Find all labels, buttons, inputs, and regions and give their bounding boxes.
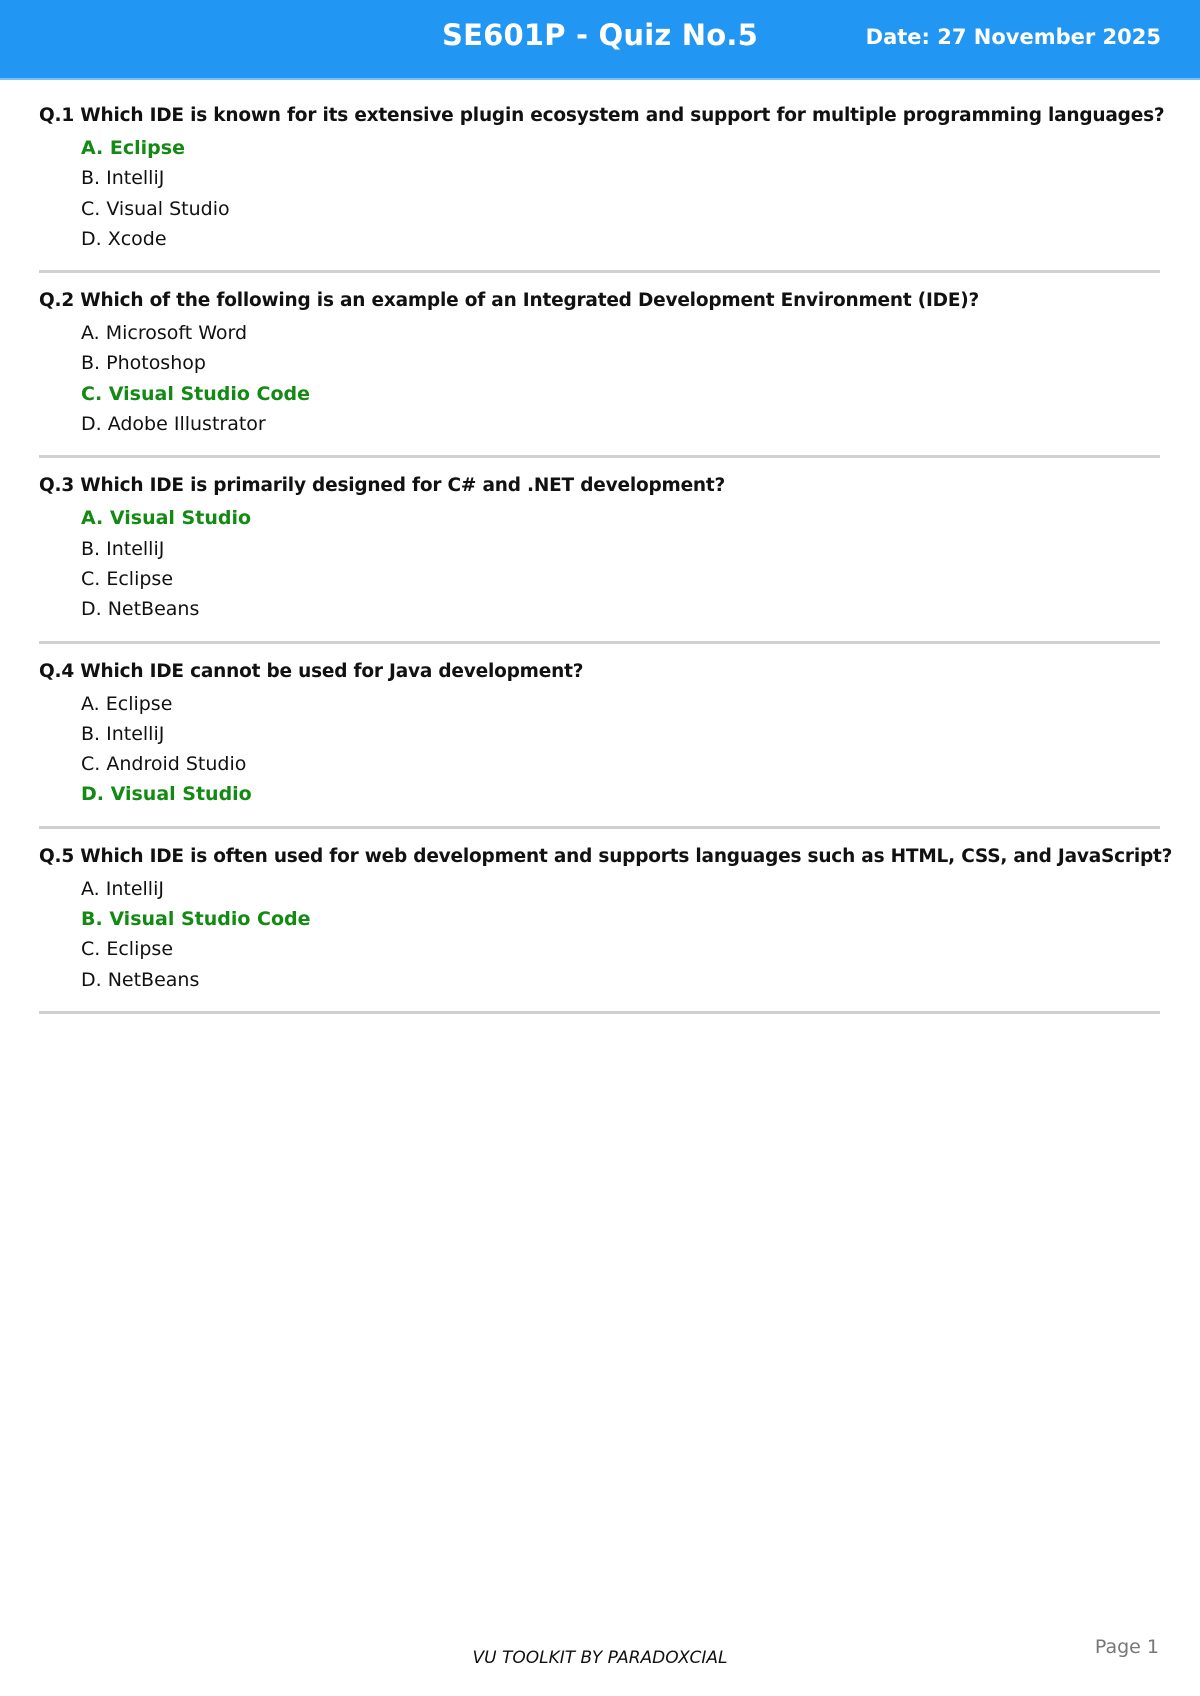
question-list	[39, 103, 1173, 1029]
page-number: Page 1	[1094, 1636, 1159, 1658]
question-text: Q.5 Which IDE is often used for web development and supports languages such as HTML, CSS, and JavaScript?	[39, 845, 1173, 867]
quiz-header	[0, 0, 1200, 80]
option-correct: A. Eclipse	[81, 137, 185, 159]
question-text: Q.2 Which of the following is an example of an Integrated Development Environment (IDE)?	[39, 290, 980, 312]
question-2	[39, 288, 1160, 458]
option: B. IntelliJ	[81, 722, 165, 745]
option: C. Visual Studio	[81, 197, 230, 220]
option-list	[39, 874, 1160, 995]
option: A. Eclipse	[81, 692, 173, 715]
option-correct: B. Visual Studio Code	[81, 908, 311, 931]
question-3	[39, 473, 1160, 643]
option-list	[39, 318, 1160, 439]
option-correct: D. Visual Studio	[81, 783, 252, 806]
question-text: Q.1 Which IDE is known for its extensive plugin ecosystem and support for multiple programming languages?	[39, 105, 1165, 126]
question-text: Q.4 Which IDE cannot be used for Java development?	[39, 660, 584, 682]
option-correct: A. Visual Studio	[81, 507, 252, 530]
option: D. Xcode	[81, 227, 167, 250]
quiz-title: SE601P - Quiz No.5	[442, 18, 758, 52]
option: B. IntelliJ	[81, 167, 165, 190]
option: C. Eclipse	[81, 938, 174, 961]
question-5	[39, 844, 1173, 1014]
question-1	[39, 103, 1165, 273]
footer-brand: VU TOOLKIT BY PARADOXCIAL	[472, 1648, 728, 1668]
option: D. NetBeans	[81, 968, 200, 991]
option: A. IntelliJ	[81, 877, 164, 900]
option: B. Photoshop	[81, 352, 206, 375]
option: C. Android Studio	[81, 753, 247, 776]
question-4	[39, 659, 1160, 829]
option: A. Microsoft Word	[81, 322, 248, 345]
option: D. NetBeans	[81, 598, 200, 621]
option: B. IntelliJ	[81, 537, 165, 560]
quiz-date: Date: 27 November 2025	[865, 25, 1161, 49]
option-list	[39, 133, 1160, 254]
option-correct: C. Visual Studio Code	[81, 382, 311, 405]
option: C. Eclipse	[81, 567, 174, 590]
question-text: Q.3 Which IDE is primarily designed for C# and .NET development?	[39, 475, 726, 497]
option-list	[39, 503, 1160, 624]
option: D. Adobe Illustrator	[81, 413, 266, 436]
option-list	[39, 689, 1160, 810]
